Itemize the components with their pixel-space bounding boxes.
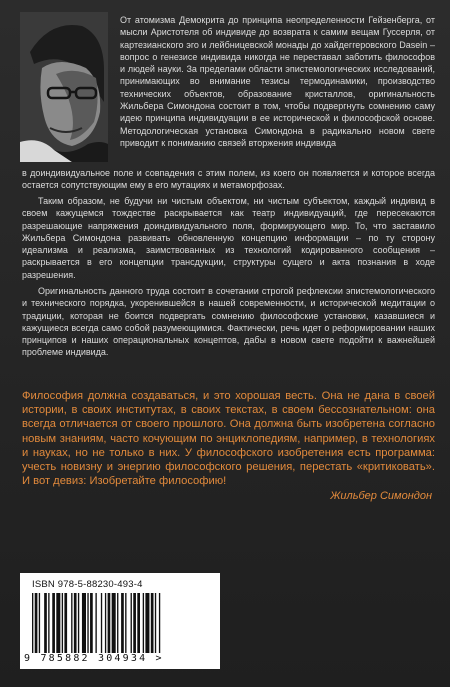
barcode-digits: 9 785882 304934 > [24,653,164,664]
description-paragraph-3: Оригинальность данного труда состоит в сочетании строгой рефлексии эпистемологического и технического порядка, укоренившейся в нашей современности, и исторической медитации о традиции, которая не боится подвергать сомнению философские установки, казавшиеся и кажущиеся всегда само собой разумеющимися. Фактически, речь идет о реформировании наших принципов и наших операциональных концептов, дабы в новом свете подойти к важнейшей проблеме индивида. [22,286,435,358]
description-paragraph-2: Таким образом, не будучи ни чистым объектом, ни чистым субъектом, каждый индивид в своем кажущемся тождестве раскрывается как театр индивидуаций, где пересекаются разрешающие напряжения доиндивидуального поля, формирующего мир. То, что заставило Жильбера Симондона развивать обновленную концепцию информации – по ту сторону идеализма и реализма, заимствованных из технологий кодированного сообщения – раскрывается в его концепции трансдукции, структуры сущего и акта познания в ходе разрешения. [22,196,435,280]
quote-author: Жильбер Симондон [330,490,432,502]
author-portrait-icon [20,12,108,162]
barcode-icon [30,593,210,653]
description-paragraph-1-continued: в доиндивидуальное поле и совпадения с этим полем, из коего он появляется и которое всегда остается сопутствующим ему в его мутациях и метаморфозах. [22,168,435,191]
isbn-text: ISBN 978-5-88230-493-4 [32,579,143,590]
description-paragraph-1: От атомизма Демокрита до принципа неопределенности Гейзенберга, от мысли Аристотеля об индивиде до возврата к самим вещам Гуссерля, от картезианского эго и лейбницевской монады до хайдеггеровского Dasein – вопрос о генезисе индивида никогда не переставал заботить философов и людей науки. За пределами области эпистемологических исследований, принимающих во внимание тезисы термодинамики, производство технических объектов, образование кристаллов, оригинальность Жильбера Симондона состоит в том, чтобы подвергнуть сомнению саму идею принципа индивидуации в ее исторической и философской основе. Методологическая установка Симондона в радикально новом свете приводит к пониманию связей вторжения индивида [120,15,435,148]
barcode-label [20,573,220,669]
epigraph-quote: Философия должна создаваться, и это хорошая весть. Она не дана в своей истории, в своих институтах, в своих текстах, в своем бессознательном: она всегда отличается от своего прошлого. Она должна быть изобретена согласно новым знаниям, часто кочующим по энциклопедиям, например, в технологиях и науках, но не только в них. У философского изобретения есть программа: учесть новизну и энергию философского решения, перестать «критиковать». И вот девиз: Изобретайте философию! [22,390,435,488]
